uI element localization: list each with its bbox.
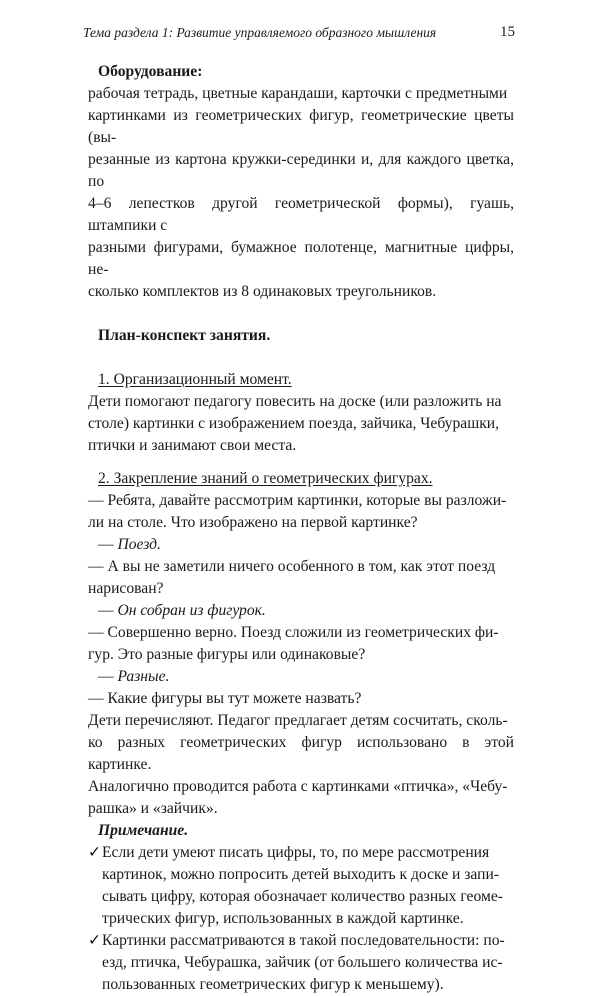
text-line: 4–6 лепестков другой геометрической формы), гуашь, штампики с (88, 195, 514, 234)
plan-heading: План-конспект занятия. (98, 327, 271, 344)
check-icon: ✓ (88, 932, 102, 949)
note-bullet (88, 930, 514, 996)
dialogue-line: — А вы не заметили ничего особенного в том, как этот поезд (88, 558, 496, 575)
dialogue-line: Дети перечисляют. Педагог предлагает детям сосчитать, сколь- (88, 712, 508, 729)
text-line: разными фигурами, бумажное полотенце, магнитные цифры, не- (88, 239, 514, 278)
dialogue-line: — Поезд. (98, 536, 161, 553)
bullet-line: трических фигур, использованных в каждой картинке. (102, 910, 464, 927)
text-line: картинками из геометрических фигур, геометрические цветы (вы- (88, 107, 514, 146)
dialogue-line: — Ребята, давайте рассмотрим картинки, которые вы разложи- (88, 492, 507, 509)
dialogue-line: — Разные. (98, 668, 170, 685)
section-2-dialogue (88, 490, 514, 820)
section-1-title: 1. Организационный момент. (98, 371, 292, 388)
note-bullet (88, 842, 514, 930)
equipment-text (88, 83, 514, 303)
dialogue-line: — Совершенно верно. Поезд сложили из геометрических фи- (88, 624, 499, 641)
dialogue-line: — Он собран из фигурок. (98, 602, 266, 619)
running-header (83, 25, 515, 41)
page-number: 15 (500, 24, 515, 40)
bullet-line: сывать цифру, которая обозначает количество разных геоме- (102, 888, 503, 905)
section-title: Тема раздела 1: Развитие управляемого образного мышления (83, 25, 437, 40)
text-line: столе) картинки с изображением поезда, зайчика, Чебурашки, (88, 415, 500, 432)
bullet-line: ✓Картинки рассматриваются в такой последовательности: по- (88, 930, 514, 952)
text-line: сколько комплектов из 8 одинаковых треугольников. (88, 283, 437, 300)
text-line: резанные из картона кружки-серединки и, для каждого цветка, по (88, 151, 514, 190)
bullet-line: езд, птичка, Чебурашка, зайчик (от большего количества ис- (102, 954, 503, 971)
bullet-line: пользованных геометрических фигур к меньшему). (102, 976, 444, 993)
text-line: птички и занимают свои места. (88, 437, 297, 454)
dialogue-line: рашка» и «зайчик». (88, 800, 218, 817)
dialogue-line: гур. Это разные фигуры или одинаковые? (88, 646, 366, 663)
equipment-heading: Оборудование: (98, 63, 203, 80)
text-line: рабочая тетрадь, цветные карандаши, карточки с предметными (88, 85, 508, 102)
bullet-line: картинок, можно попросить детей выходить к доске и запи- (102, 866, 500, 883)
section-2-title: 2. Закрепление знаний о геометрических фигурах. (98, 470, 433, 487)
dialogue-line: — Какие фигуры вы тут можете назвать? (88, 690, 362, 707)
note-heading: Примечание. (98, 822, 189, 839)
dialogue-line: ко разных геометрических фигур использовано в этой картинке. (88, 734, 514, 773)
dialogue-line: ли на столе. Что изображено на первой картинке? (88, 514, 418, 531)
page-content (88, 61, 514, 996)
section-1-text (88, 391, 514, 457)
bullet-line: ✓Если дети умеют писать цифры, то, по мере рассмотрения (88, 842, 514, 864)
dialogue-line: Аналогично проводится работа с картинками «птичка», «Чебу- (88, 778, 508, 795)
text-line: Дети помогают педагогу повесить на доске (или разложить на (88, 393, 502, 410)
check-icon: ✓ (88, 844, 102, 861)
dialogue-line: нарисован? (88, 580, 164, 597)
